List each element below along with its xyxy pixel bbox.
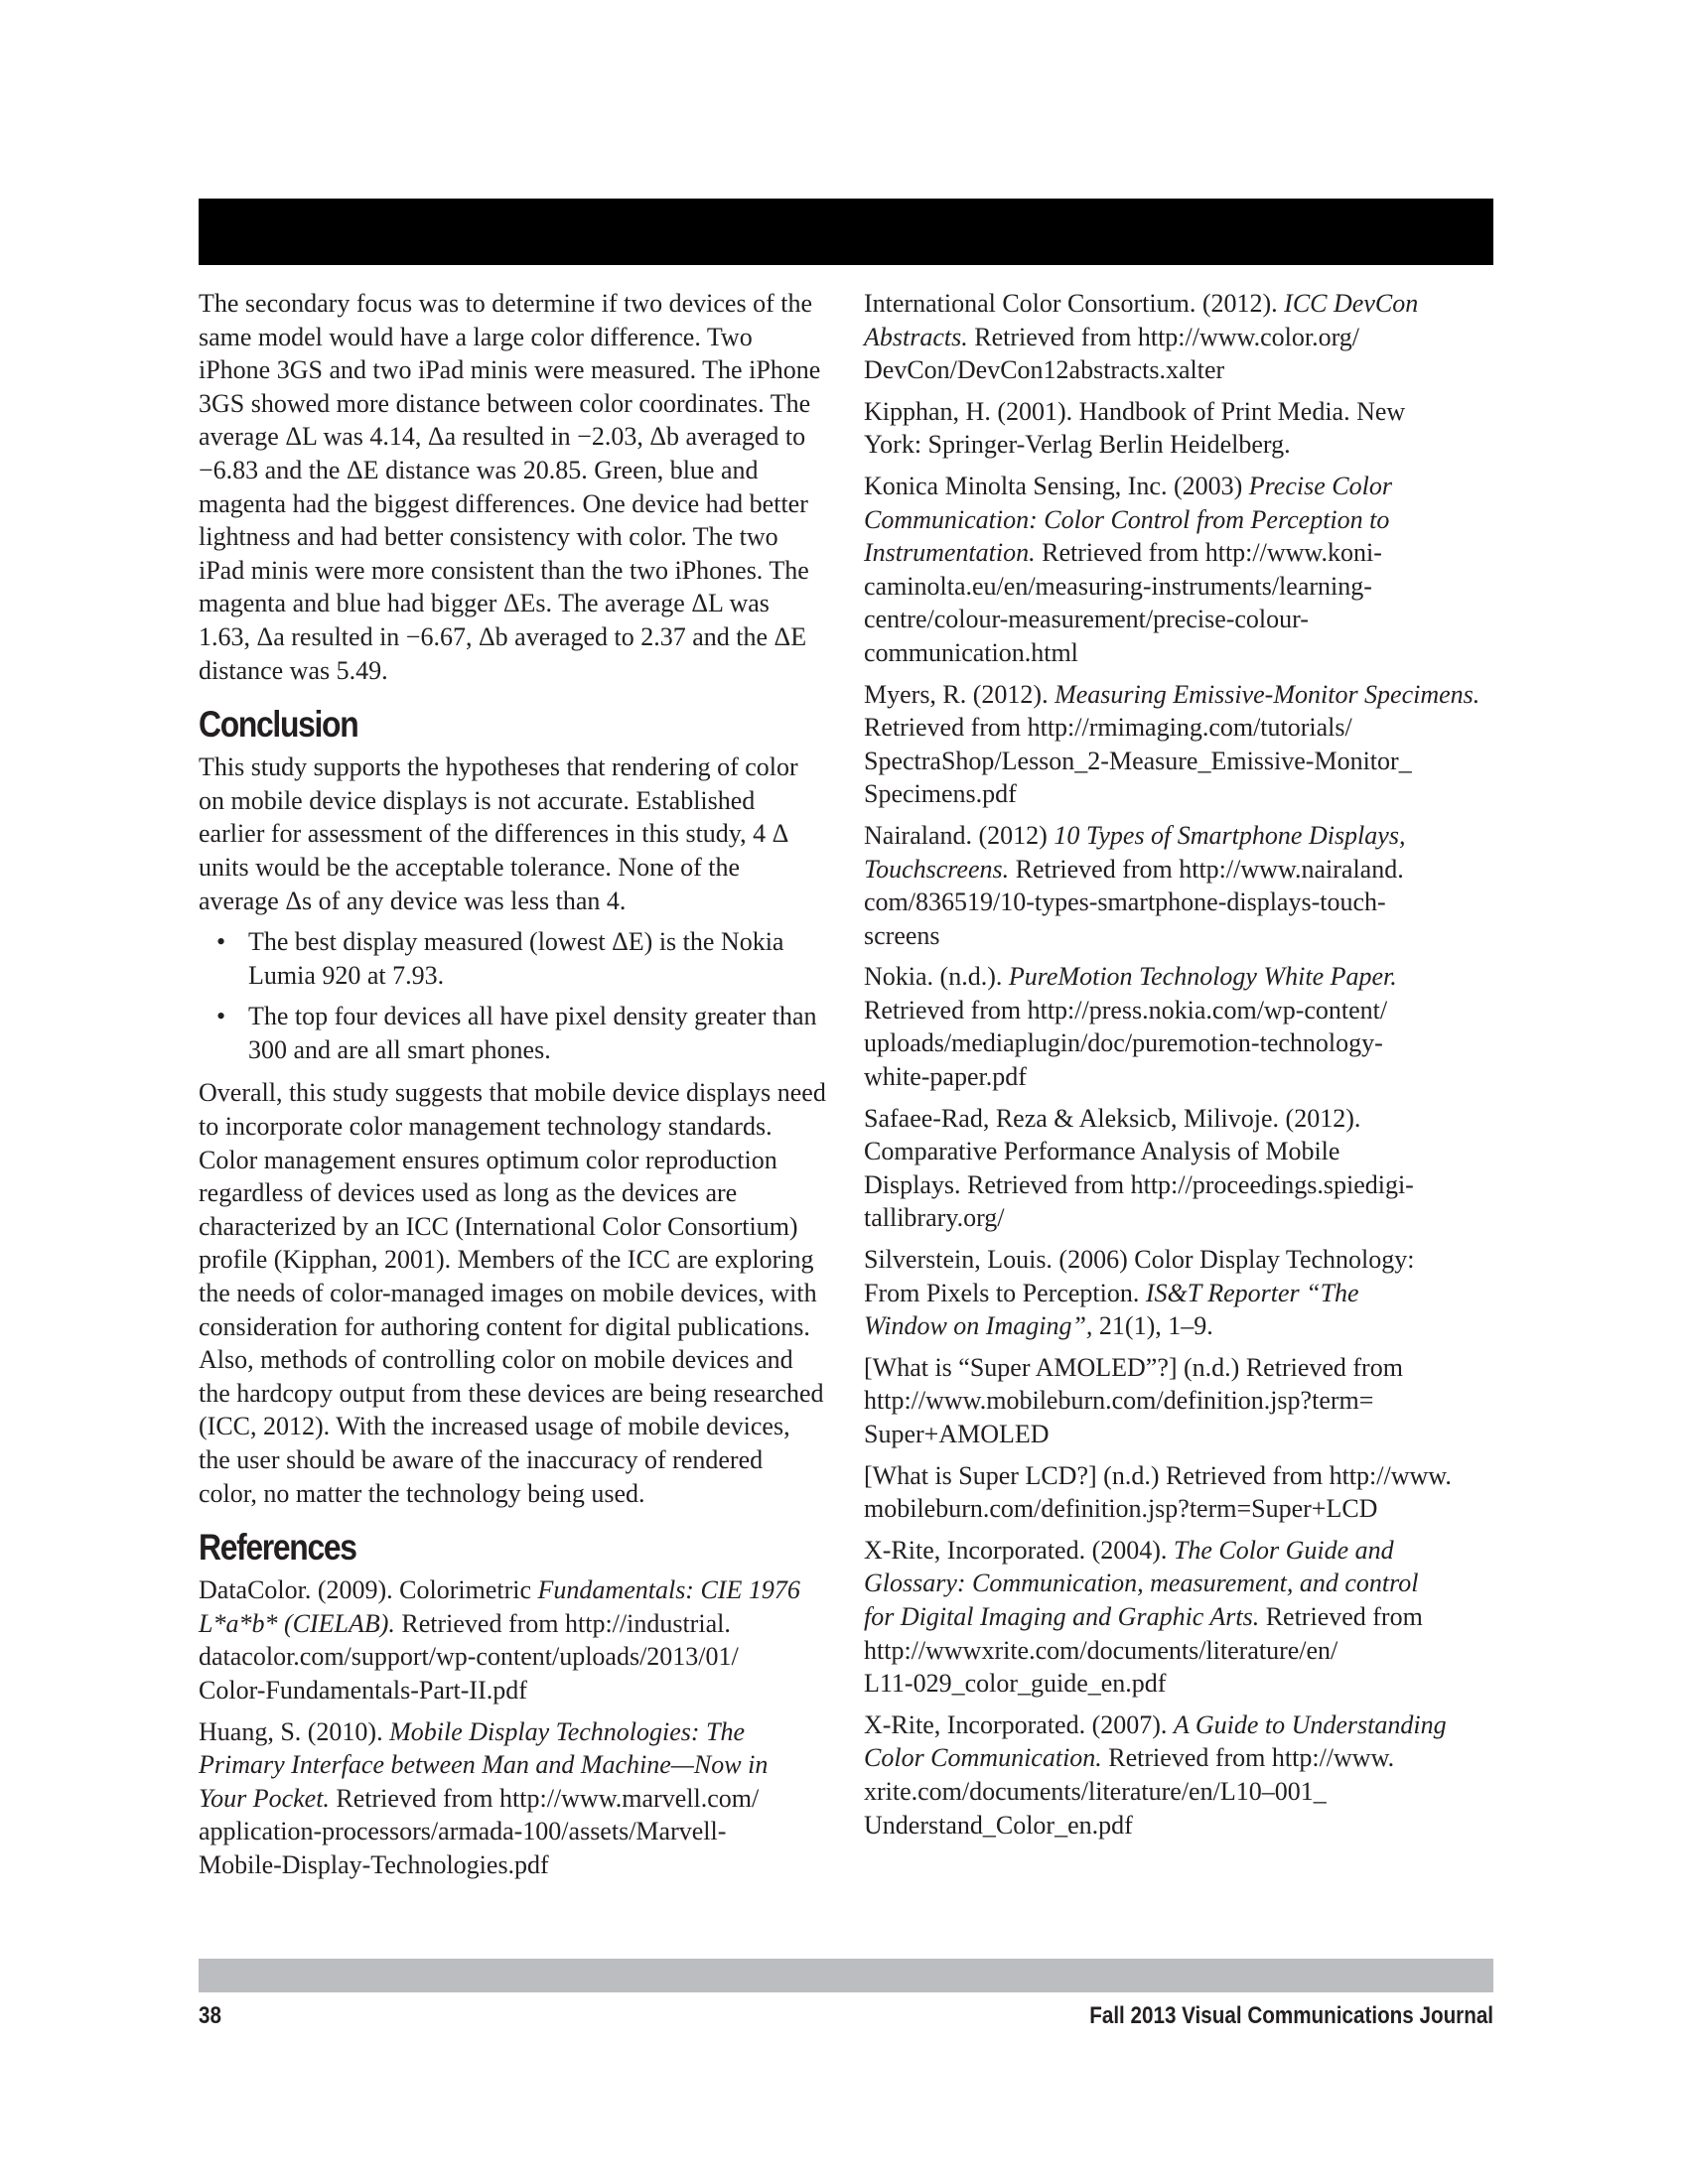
reference-entry: [864, 960, 1493, 1093]
reference-title: Precise Color: [1248, 471, 1392, 500]
reference-text: X-Rite, Incorporated. (2004).: [864, 1535, 1174, 1565]
left-column: [199, 287, 826, 1890]
reference-line: [864, 1809, 1493, 1843]
reference-line: [864, 1277, 1493, 1310]
reference-text: Specimens.pdf: [864, 779, 1017, 809]
reference-line: [864, 1309, 1493, 1343]
reference-text: Myers, R. (2012).: [864, 679, 1055, 709]
reference-entry: [864, 1102, 1493, 1235]
reference-line: [199, 1815, 826, 1848]
reference-text: com/836519/10-types-smartphone-displays-touch-: [864, 887, 1386, 917]
reference-line: [864, 287, 1493, 321]
reference-line: [864, 1168, 1493, 1202]
reference-text: Retrieved from http://www.: [1101, 1743, 1395, 1773]
reference-text: [What is “Super AMOLED”?] (n.d.) Retrieved from: [864, 1352, 1403, 1382]
reference-title: A Guide to Understanding: [1173, 1709, 1447, 1739]
page-number: 38: [199, 2002, 221, 2029]
reference-title: Touchscreens.: [864, 854, 1010, 884]
reference-title: Instrumentation.: [864, 538, 1036, 568]
reference-line: [864, 570, 1493, 604]
reference-entry: [864, 819, 1493, 952]
reference-line: [864, 1351, 1493, 1385]
reference-text: xrite.com/documents/literature/en/L10–001_: [864, 1776, 1327, 1806]
reference-title: The Color Guide and: [1173, 1535, 1394, 1565]
reference-entry: [864, 1351, 1493, 1451]
reference-title: 10 Types of Smartphone Displays,: [1054, 820, 1406, 850]
right-column: [864, 287, 1493, 1849]
reference-line: [864, 819, 1493, 853]
reference-text: caminolta.eu/en/measuring-instruments/learning-: [864, 571, 1372, 601]
reference-line: [864, 536, 1493, 570]
left-reference-list: [199, 1573, 826, 1881]
reference-text: Retrieved from http://www.koni-: [1035, 538, 1382, 568]
reference-text: communication.html: [864, 637, 1078, 667]
reference-line: [864, 678, 1493, 712]
reference-text: http://www.mobileburn.com/definition.jsp?term=: [864, 1386, 1374, 1416]
reference-entry: [864, 1243, 1493, 1343]
reference-entry: [864, 470, 1493, 670]
reference-line: [864, 1492, 1493, 1526]
reference-line: [864, 1102, 1493, 1136]
reference-text: Retrieved from http://industrial.: [394, 1608, 731, 1638]
reference-line: [864, 919, 1493, 953]
reference-text: L11-029_color_guide_en.pdf: [864, 1669, 1167, 1699]
reference-line: [864, 1026, 1493, 1060]
reference-text: X-Rite, Incorporated. (2007).: [864, 1709, 1174, 1739]
reference-title: PureMotion Technology White Paper.: [1008, 962, 1397, 992]
reference-title: Window on Imaging”,: [864, 1311, 1093, 1341]
reference-text: DevCon/DevCon12abstracts.xalter: [864, 355, 1225, 385]
reference-text: mobileburn.com/definition.jsp?term=Super+LCD: [864, 1494, 1378, 1524]
reference-line: [864, 777, 1493, 811]
reference-title: IS&T Reporter “The: [1145, 1278, 1359, 1307]
bullet-item: • The best display measured (lowest ΔE) is the Nokia Lumia 920 at 7.93.: [199, 925, 826, 992]
reference-line: [864, 853, 1493, 887]
right-reference-list: [864, 287, 1493, 1842]
reference-line: [864, 636, 1493, 670]
reference-line: [864, 1567, 1493, 1600]
reference-line: [199, 1848, 826, 1882]
reference-title: Glossary: Communication, measurement, and control: [864, 1569, 1419, 1598]
reference-text: Safaee-Rad, Reza & Aleksicb, Milivoje. (2012).: [864, 1103, 1361, 1133]
reference-entry: [864, 678, 1493, 811]
reference-line: [864, 745, 1493, 778]
reference-text: Retrieved from http://www.nairaland.: [1009, 854, 1404, 884]
reference-text: Retrieved from: [1259, 1601, 1423, 1631]
overall-paragraph: Overall, this study suggests that mobile device displays need to incorporate color management technology standards. Color management ensures optimum color reproduction regardless of devices used as long as the devices are characterized by an ICC (International Color Consortium) profile (Kipphan, 2001). Members of the ICC are exploring the needs of color-managed images on mobile devices, with consideration for authoring content for digital publications. Also, methods of controlling color on mobile devices and the hardcopy output from these devices are being researched (ICC, 2012). With the increased usage of mobile devices, the user should be aware of the inaccuracy of rendered color, no matter the technology being used.: [199, 1078, 826, 1508]
reference-title: L*a*b* (CIELAB).: [199, 1608, 395, 1638]
reference-line: [199, 1782, 826, 1816]
reference-line: [864, 1418, 1493, 1451]
reference-line: [199, 1715, 826, 1749]
reference-text: application-processors/armada-100/assets/Marvell-: [199, 1817, 727, 1846]
reference-text: Super+AMOLED: [864, 1420, 1050, 1448]
reference-line: [864, 1534, 1493, 1568]
reference-line: [199, 1748, 826, 1782]
reference-text: SpectraShop/Lesson_2-Measure_Emissive-Monitor_: [864, 746, 1412, 775]
reference-text: centre/colour-measurement/precise-colour-: [864, 605, 1309, 634]
reference-text: Kipphan, H. (2001). Handbook of Print Media. New: [864, 396, 1406, 426]
reference-text: York: Springer-Verlag Berlin Heidelberg.: [864, 430, 1291, 460]
reference-text: DataColor. (2009). Colorimetric: [199, 1575, 538, 1605]
reference-line: [864, 353, 1493, 387]
reference-text: Retrieved from http://press.nokia.com/wp-content/: [864, 995, 1388, 1024]
reference-line: [199, 1640, 826, 1674]
reference-text: Retrieved from http://www.color.org/: [967, 322, 1359, 351]
reference-text: screens: [864, 920, 940, 950]
reference-text: white-paper.pdf: [864, 1062, 1027, 1092]
reference-text: Understand_Color_en.pdf: [864, 1810, 1133, 1840]
reference-text: From Pixels to Perception.: [864, 1278, 1146, 1307]
reference-line: [199, 1607, 826, 1641]
reference-text: Mobile-Display-Technologies.pdf: [199, 1849, 549, 1879]
reference-line: [864, 428, 1493, 462]
reference-line: [864, 711, 1493, 745]
reference-line: [864, 1384, 1493, 1418]
reference-line: [864, 886, 1493, 919]
reference-text: tallibrary.org/: [864, 1203, 1005, 1233]
reference-title: for Digital Imaging and Graphic Arts.: [864, 1601, 1260, 1631]
reference-line: [864, 1135, 1493, 1168]
reference-entry: [199, 1715, 826, 1882]
reference-text: Displays. Retrieved from http://proceedings.spiedigi-: [864, 1169, 1414, 1199]
reference-title: Color Communication.: [864, 1743, 1102, 1773]
reference-line: [864, 960, 1493, 994]
reference-text: Retrieved from http://www.marvell.com/: [329, 1783, 760, 1813]
reference-text: uploads/mediaplugin/doc/puremotion-technology-: [864, 1028, 1383, 1058]
reference-line: [864, 503, 1493, 537]
reference-entry: [864, 1708, 1493, 1842]
references-heading: References: [199, 1527, 356, 1569]
reference-text: Comparative Performance Analysis of Mobile: [864, 1137, 1340, 1166]
footer-bar: [199, 1959, 1493, 1992]
reference-line: [864, 1459, 1493, 1493]
reference-text: Color-Fundamentals-Part-II.pdf: [199, 1675, 527, 1705]
reference-line: [199, 1674, 826, 1707]
reference-line: [864, 603, 1493, 636]
journal-title: Fall 2013 Visual Communications Journal: [1089, 2002, 1493, 2029]
reference-text: Nairaland. (2012): [864, 820, 1055, 850]
reference-title: Abstracts.: [864, 322, 968, 351]
reference-line: [864, 1060, 1493, 1094]
reference-title: Your Pocket.: [199, 1783, 330, 1813]
reference-line: [864, 1775, 1493, 1809]
reference-line: [864, 470, 1493, 503]
conclusion-paragraph: This study supports the hypotheses that rendering of color on mobile device displays is not accurate. Established earlier for assessment of the differences in this study, 4 Δ units would be the acceptable tolerance. None of the average Δs of any device was less than 4.: [199, 752, 798, 915]
reference-text: 21(1), 1–9.: [1092, 1311, 1213, 1341]
reference-line: [199, 1573, 826, 1607]
reference-entry: [864, 395, 1493, 462]
reference-line: [864, 1201, 1493, 1235]
reference-line: [864, 1741, 1493, 1775]
conclusion-bullets: [199, 925, 826, 1066]
reference-text: Retrieved from http://rmimaging.com/tutorials/: [864, 713, 1352, 743]
reference-title: Mobile Display Technologies: The: [389, 1716, 746, 1746]
reference-title: Fundamentals: CIE 1976: [537, 1575, 800, 1605]
reference-entry: [864, 1459, 1493, 1526]
reference-line: [864, 1634, 1493, 1668]
reference-line: [864, 1243, 1493, 1277]
reference-line: [864, 395, 1493, 429]
reference-line: [864, 1600, 1493, 1634]
reference-text: International Color Consortium. (2012).: [864, 289, 1285, 318]
reference-text: Huang, S. (2010).: [199, 1716, 390, 1746]
conclusion-heading: Conclusion: [199, 704, 358, 746]
header-bar: [199, 199, 1493, 265]
reference-title: Communication: Color Control from Perception to: [864, 504, 1390, 534]
reference-text: [What is Super LCD?] (n.d.) Retrieved from http://www.: [864, 1460, 1452, 1490]
reference-entry: [199, 1573, 826, 1706]
reference-line: [864, 994, 1493, 1027]
reference-line: [864, 1667, 1493, 1701]
reference-entry: [864, 287, 1493, 387]
reference-text: datacolor.com/support/wp-content/uploads/2013/01/: [199, 1642, 739, 1672]
reference-text: Konica Minolta Sensing, Inc. (2003): [864, 471, 1249, 500]
reference-line: [864, 321, 1493, 354]
reference-text: http://wwwxrite.com/documents/literature/en/: [864, 1635, 1338, 1665]
reference-title: Primary Interface between Man and Machine—Now in: [199, 1750, 769, 1780]
reference-text: Silverstein, Louis. (2006) Color Display Technology:: [864, 1245, 1415, 1275]
reference-text: Nokia. (n.d.).: [864, 962, 1009, 992]
intro-paragraph: The secondary focus was to determine if two devices of the same model would have a large color difference. Two iPhone 3GS and two iPad minis were measured. The iPhone 3GS showed more distance between color coordinates. The average ΔL was 4.14, Δa resulted in −2.03, Δb averaged to −6.83 and the ΔE distance was 20.85. Green, blue and magenta had the biggest differences. One device had better lightness and had better consistency with color. The two iPad minis were more consistent than the two iPhones. The magenta and blue had bigger ΔEs. The average ΔL was 1.63, Δa resulted in −6.67, Δb averaged to 2.37 and the ΔE distance was 5.49.: [199, 289, 821, 685]
reference-title: Measuring Emissive-Monitor Specimens.: [1055, 679, 1480, 709]
reference-entry: [864, 1534, 1493, 1701]
reference-line: [864, 1708, 1493, 1742]
reference-title: ICC DevCon: [1284, 289, 1419, 318]
bullet-item: • The top four devices all have pixel density greater than 300 and are all smart phones.: [199, 1000, 826, 1066]
